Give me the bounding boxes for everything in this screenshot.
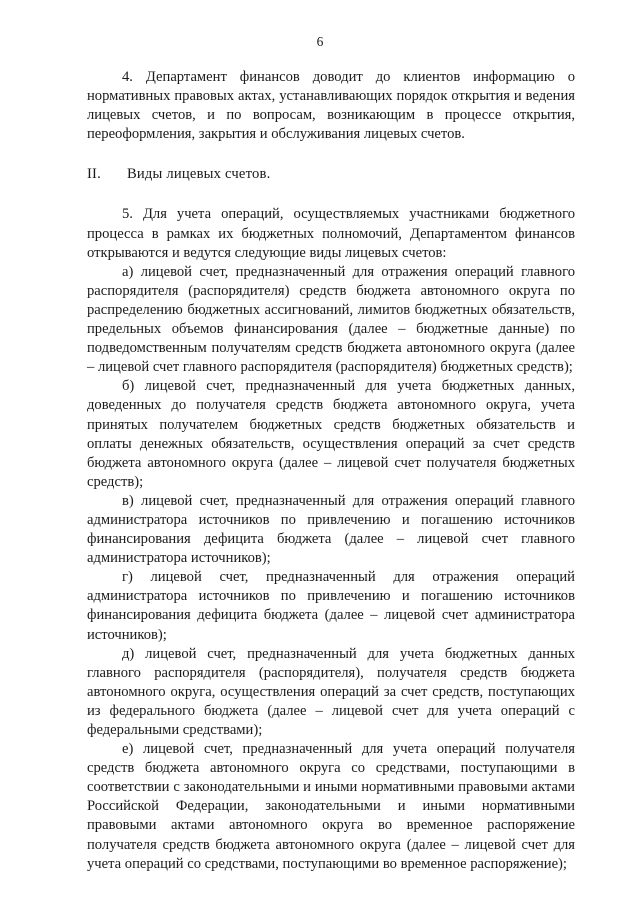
section-number: II. (87, 166, 101, 183)
list-item-e: е) лицевой счет, предназначенный для учета операций получателя средств бюджета автономного округа со средствами, поступающими в соответствии с законодательными и иными нормативными правовыми актами Российской Федерации, законодательными и иными нормативными правовыми актами автономного округа во временное распоряжение получателя средств бюджета автономного округа (далее – лицевой счет для учета операций со средствами, поступающими во временное распоряжение); (87, 741, 575, 872)
list-item-g: г) лицевой счет, предназначенный для отражения операций администратора источников по привлечению и погашению источников финансирования дефицита бюджета (далее – лицевой счет администратора источников); (87, 569, 575, 643)
list-item-v: в) лицевой счет, предназначенный для отражения операций главного администратора источников по привлечению и погашению источников финансирования дефицита бюджета (далее – лицевой счет главного администратора источников); (87, 492, 575, 567)
section-title: Виды лицевых счетов. (126, 166, 271, 183)
document-body (87, 68, 575, 874)
list-item-b: б) лицевой счет, предназначенный для учета бюджетных данных, доведенных до получателя средств бюджета автономного округа, учета принятых получателем бюджетных средств бюджетных обязательств и оплаты денежных обязательств, осуществления операций за счет средств бюджета автономного округа (далее – лицевой счет получателя бюджетных средств); (87, 378, 575, 490)
list-item-d: д) лицевой счет, предназначенный для учета бюджетных данных главного распорядителя (распорядителя), получателя средств бюджета автономного округа, осуществления операций за счет средств, поступающих из федерального бюджета (далее – лицевой счет для учета операций с федеральными средствами); (87, 645, 575, 738)
section-heading (87, 165, 575, 184)
paragraph-4: 4. Департамент финансов доводит до клиентов информацию о нормативных правовых актах, устанавливающих порядок открытия и ведения лицевых счетов, и по вопросам, возникающим в процессе открытия, переоформления, закрытия и обслуживания лицевых счетов. (87, 69, 575, 143)
page-number: 6 (316, 34, 324, 49)
list-item-a: а) лицевой счет, предназначенный для отражения операций главного распорядителя (распорядителя) средств бюджета автономного округа по распределению бюджетных ассигнований, лимитов бюджетных обязательств, предельных объемов финансирования (далее – бюджетные данные) по подведомственным получателям средств бюджета автономного округа (далее – лицевой счет главного распорядителя (распорядителя) бюджетных средств); (87, 263, 575, 376)
paragraph-5: 5. Для учета операций, осуществляемых участниками бюджетного процесса в рамках их бюджетных полномочий, Департаментом финансов открываются и ведутся следующие виды лицевых счетов: (87, 206, 575, 261)
